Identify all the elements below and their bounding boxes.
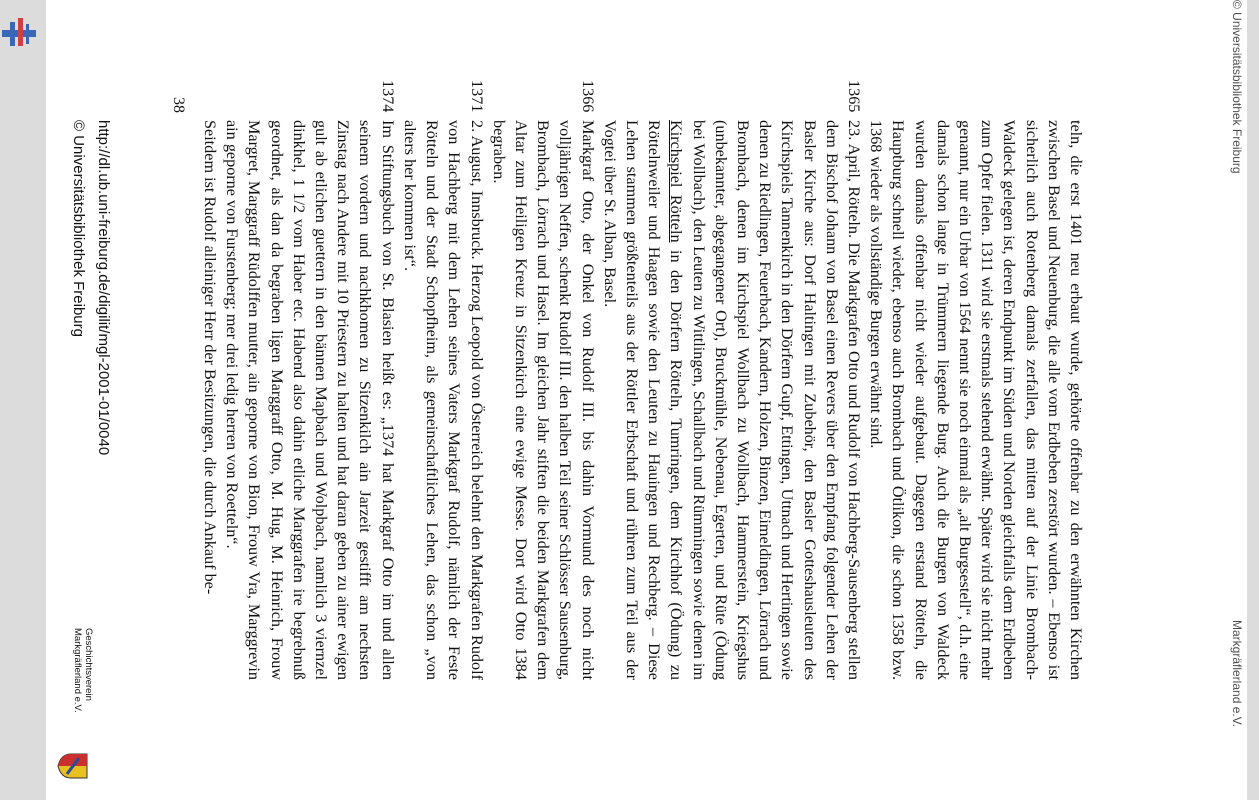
rotated-page-content [46,0,1247,800]
right-viewer-rail [1247,0,1259,800]
scan-page [46,0,1247,800]
entry-1366 [488,80,599,680]
entry-1371-text: 2. August, Innsbruck. Herzog Leopold von Österreich belehnt den Markgrafen Rudolf von Hachberg mit dem Lehen seines Vaters Markgraf Rudolf, nämlich der Feste Rötteln und der Stadt Schopfheim, als gemeinschaftliches Lehen, das schon „von alters her kommen ist“. [400,120,486,680]
entry-1371 [399,80,488,680]
entry-1365-text-a: 23. April, Rötteln. Die Markgrafen Otto und Rudolf von Hachberg-Sausenberg stellen dem Bischof Johann von Basel einen Revers über den Empfang folgender Lehen der Basler Kirche aus: Dorf Haltingen mit Zubehör, den Basler Gotteshausleuten des Kirchspiels Tannenkirch in den Dörfern Gupf, Ettingen, Uttnach und Hertingen sowie denen zu Riedlingen, Feuerbach, Kandern, Holzen, Binzen, Eimeldingen, Lörrach und Brombach, denen im Kirchspiel Wollbach zu Wollbach, Hammerstein, Kriegshus (unbekannter, abgegangener Ort), Bruckmühle, Nebenau, Egerten, und Rüte (Ödung bei Wollbach), den Leuten zu Wittlingen, Schallbach und Rümmingen sowie denen im [689,120,863,680]
entry-1374-text: Im Stiftungsbuch von St. Blasien heißt es: „1374 hat Markgraf Otto im und allen seinem vordern und nachkhomen zu Sitzenkilch ain Jarzeit gestifft am nechsten Zinstag nach Andere mit 10 Priestern zu halten und hat daran geben zu ainer ewigen gult ab etlichen guettern in den bännen Mapbach und Wolpbach, namlich 3 viernzel dinkhel, 1 1/2 vom Haber etc. Habend also dahin etliche Marggrafen ire begrebnuß geordnet, als dan da begraben ligen Marggraff Otto, M. Hug, M. Heinrich, Frouw Margret, Marggraff Rüdolffen mutter, ain geporne von Bion, Frouw Vra, Marggrevin ain geporne von Furstenberg; mer drei ledig herren von Roetteln“. [223,120,397,680]
entry-year: 1365 [844,80,863,113]
document-body [199,80,1087,681]
entry-year: 1374 [378,80,397,113]
coat-of-arms-icon [57,752,89,780]
left-viewer-rail [0,0,46,800]
closing-line: Seitdem ist Rudolf alleiniger Herr der Besitzungen, die durch Ankauf be- [201,120,220,595]
entry-1365-text-b: in den Dörfern Rötteln, Tumringen, dem Kirchhof (Ödung) zu Röttelnweiler und Haagen sowie den Leuten zu Hauingen und Rechberg. – Diese Lehen stammen größtenteils aus der Röttler Erbschaft und rühren zum Teil aus der Vogtei über St. Alban, Basel. [600,120,686,681]
publisher-name [72,628,94,748]
document-url[interactable]: http://dl.ub.uni-freiburg.de/digilit/mgl-2001-01/0040 [95,120,112,456]
viewer-logo-icon [0,10,40,48]
copyright-notice: © Universitätsbibliothek Freiburg [70,120,87,337]
intro-paragraph: teln, die erst 1401 neu erbaut wurde, gehörte offenbar zu den erwähnten Kirchen zwischen Basel und Neuenburg, die alle vom Erdbeben zerstört wurden. – Ebenso ist sicherlich auch Rotenberg damals zerfallen, das mitten auf der Linie Brombach-Waldeck gelegen ist, deren Endpunkt im Süden und Norden gleichfalls dem Erdbeben zum Opfer fielen. 1311 wird sie erstmals stehend erwähnt. Später wird sie nicht mehr genannt, nur ein Urbar von 1564 nennt sie noch einmal als „alt Burgsestell“, d.h. eine damals schon lange in Trümmern liegende Burg. Auch die Burgen von Waldeck wurden damals offenbar nicht wieder aufgebaut. Dagegen erstand Rötteln, die Hauptburg schnell wieder, ebenso auch Brombach und Ötlikon, die schon 1358 bzw. 1368 wieder als vollständige Burgen erwähnt sind. [867,120,1085,680]
entry-1366-text: Markgraf Otto, der Onkel von Rudolf III. bis dahin Vormund des noch nicht volljährigen Neffen, schenkt Rudolf III. den halben Teil seiner Schlösser Sausenburg, Brombach, Lörrach und Hasel. Im gleichen Jahr stiften die beiden Markgrafen dem Altar zum Heiligen Kreuz in Sitzenkirch eine ewige Messe. Dort wird Otto 1384 begraben. [489,120,597,680]
entry-year: 1366 [578,80,597,113]
entry-1374 [221,80,399,680]
underlined-phrase: Kirchspiel Rötteln [667,120,686,243]
cropped-footer-publisher: Markgräflerland e.V. [1230,620,1244,727]
cropped-footer-copy: © Universitätsbibliothek Freiburg [1230,0,1244,174]
publisher-line-2: Markgräflerland e.V. [72,628,83,713]
page-number: 38 [170,97,187,113]
publisher-line-1: Geschichtsverein [83,628,94,701]
entry-1365 [599,80,865,681]
entry-year: 1371 [467,80,486,113]
